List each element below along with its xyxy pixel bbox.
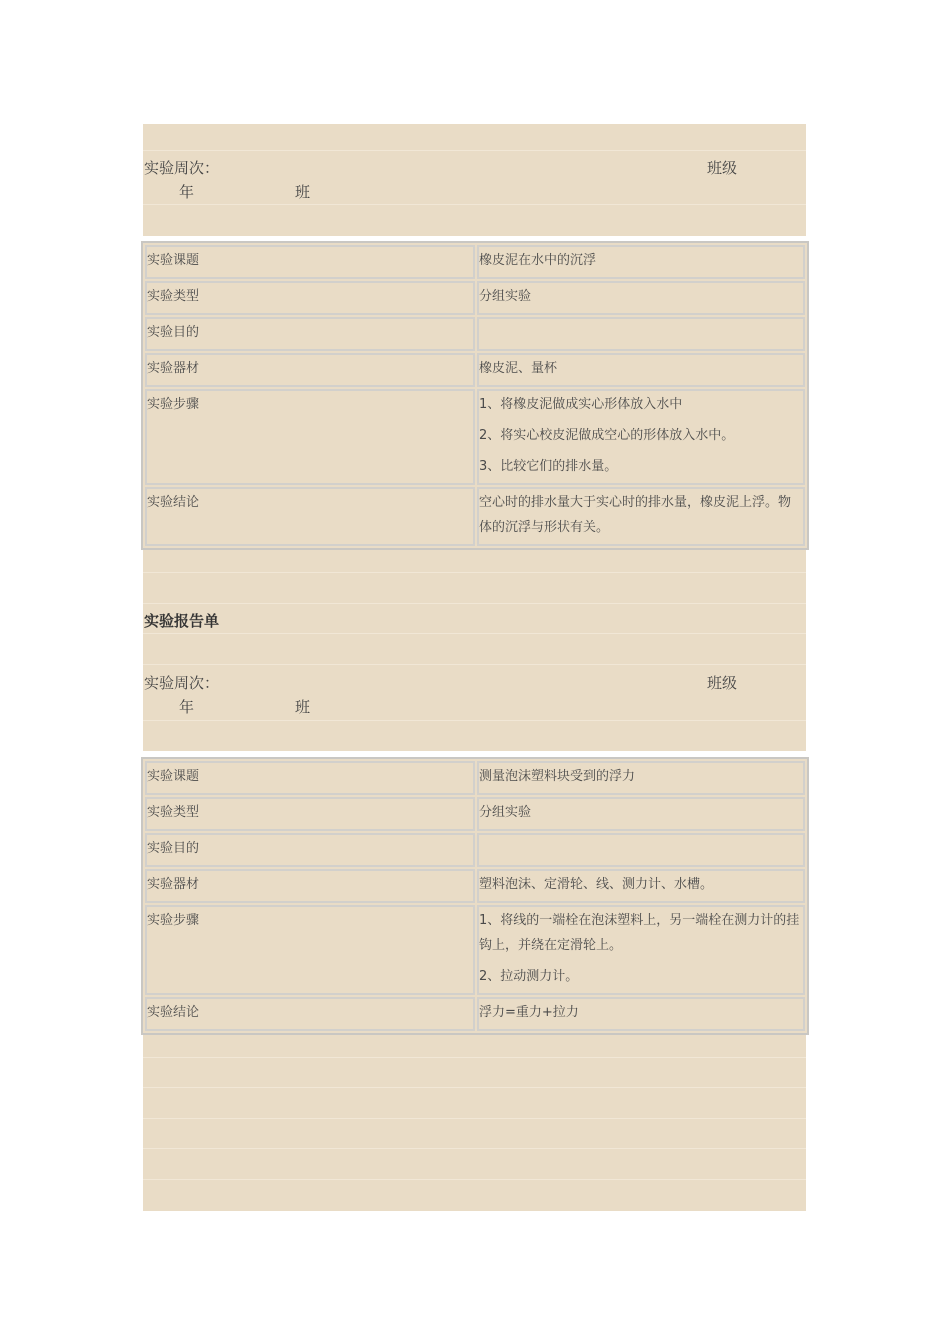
table-row (145, 905, 805, 995)
table-row (145, 317, 805, 351)
divider (143, 1148, 806, 1149)
table-row (145, 833, 805, 867)
row-value (477, 245, 805, 279)
value-line: 2、拉动测力计。 (479, 969, 579, 984)
ban-label: 班 (295, 698, 311, 716)
value-line: 空心时的排水量大于实心时的排水量，橡皮泥上浮。物体的沉浮与形状有关。 (479, 495, 792, 535)
divider (143, 720, 806, 721)
report-table-2 (141, 757, 809, 1035)
row-key: 实验目的 (145, 833, 475, 867)
value-line: 1、将橡皮泥做成实心形体放入水中 (479, 397, 683, 412)
year-label: 年 (179, 183, 195, 201)
week-label: 实验周次： (144, 674, 220, 692)
row-key: 实验步骤 (145, 905, 475, 995)
table-row (145, 997, 805, 1031)
row-value (477, 487, 805, 546)
table-row (145, 389, 805, 485)
divider (143, 1057, 806, 1058)
table-row (145, 281, 805, 315)
row-key: 实验课题 (145, 245, 475, 279)
row-key: 实验类型 (145, 281, 475, 315)
divider (143, 204, 806, 205)
divider (143, 1118, 806, 1119)
row-key: 实验结论 (145, 487, 475, 546)
row-value (477, 281, 805, 315)
divider (143, 1087, 806, 1088)
table-row (145, 245, 805, 279)
row-value (477, 833, 805, 867)
week-label: 实验周次： (144, 159, 220, 177)
value-line: 塑料泡沫、定滑轮、线、测力计、水槽。 (479, 877, 714, 892)
row-key: 实验器材 (145, 869, 475, 903)
divider (143, 603, 806, 604)
row-key: 实验课题 (145, 761, 475, 795)
divider (143, 664, 806, 665)
row-key: 实验结论 (145, 997, 475, 1031)
row-value (477, 317, 805, 351)
row-key: 实验类型 (145, 797, 475, 831)
divider (143, 1179, 806, 1180)
row-value (477, 869, 805, 903)
row-value (477, 389, 805, 485)
class-label: 班级 (707, 159, 738, 177)
value-line: 2、将实心校皮泥做成空心的形体放入水中。 (479, 428, 735, 443)
table-row (145, 761, 805, 795)
table-row (145, 353, 805, 387)
divider (143, 633, 806, 634)
divider (143, 150, 806, 151)
row-key: 实验步骤 (145, 389, 475, 485)
report-table-1 (141, 241, 809, 550)
report-title: 实验报告单 (144, 612, 220, 630)
row-key: 实验器材 (145, 353, 475, 387)
year-label: 年 (179, 698, 195, 716)
header-band-1 (143, 124, 806, 236)
value-line: 浮力=重力+拉力 (479, 1005, 579, 1020)
value-line: 橡皮泥、量杯 (479, 361, 558, 376)
value-line: 测量泡沫塑料块受到的浮力 (479, 769, 636, 784)
class-label: 班级 (707, 674, 738, 692)
row-value (477, 997, 805, 1031)
value-line: 1、将线的一端栓在泡沫塑料上，另一端栓在测力计的挂钩上，并绕在定滑轮上。 (479, 913, 800, 953)
value-line: 3、比较它们的排水量。 (479, 459, 618, 474)
value-line: 分组实验 (479, 289, 532, 304)
divider (143, 572, 806, 573)
row-value (477, 905, 805, 995)
value-line: 分组实验 (479, 805, 532, 820)
table-row (145, 869, 805, 903)
table-row (145, 487, 805, 546)
row-value (477, 761, 805, 795)
table-row (145, 797, 805, 831)
row-value (477, 353, 805, 387)
value-line: 橡皮泥在水中的沉浮 (479, 253, 597, 268)
ban-label: 班 (295, 183, 311, 201)
row-key: 实验目的 (145, 317, 475, 351)
row-value (477, 797, 805, 831)
